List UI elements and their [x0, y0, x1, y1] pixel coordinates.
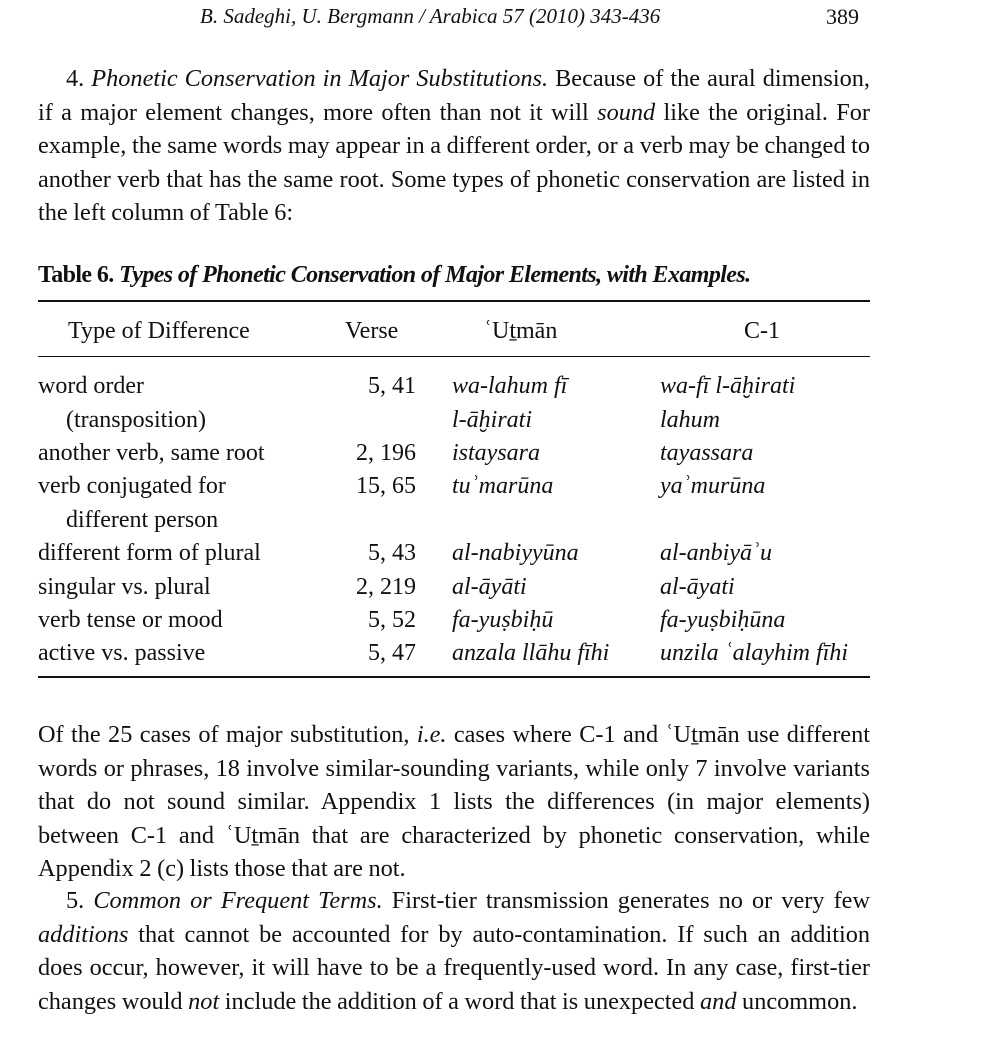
table-cell-type: verb conjugated for different person [38, 473, 226, 533]
table-cell-verse: 5, 43 [368, 540, 416, 566]
table-cell-uthman: istaysara [452, 440, 541, 466]
table-cell-uthman: wa-lahum fī l-āḫirati [452, 373, 568, 433]
table-cell-type: different form of plural [38, 540, 261, 566]
table-cell-c1: al-āyati [660, 574, 735, 600]
emphasis-text: sound [597, 98, 656, 126]
table-cell-type: active vs. passive [38, 640, 206, 666]
table-cell-verse: 5, 47 [368, 640, 416, 666]
table-cell-uthman: tuʾmarūna [452, 473, 554, 499]
table-cell-verse: 15, 65 [356, 473, 416, 499]
table-cell-verse: 5, 41 [368, 373, 416, 399]
table-cell-type: verb tense or mood [38, 607, 223, 633]
column-header-uthman: ʿUṯmān [484, 318, 558, 344]
table-cell-verse: 2, 196 [356, 440, 416, 466]
table-cell-type: another verb, same root [38, 440, 265, 466]
paragraph-heading: Common or Frequent Terms. [93, 887, 383, 914]
table-caption [38, 262, 878, 289]
table-cell-type: word order (transposition) [38, 373, 206, 433]
paragraph-text: uncommon. [736, 987, 858, 1015]
emphasis-text: not [188, 987, 220, 1015]
table-cell-verse: 2, 219 [356, 574, 416, 600]
table-label: Table 6. [38, 262, 114, 288]
table-cell-c1: yaʾmurūna [660, 473, 766, 499]
paragraph-text: cases where C-1 and ʿUṯmān use different words or phrases, 18 involve similar-sounding variants, while only 7 involve variants that do not sound similar. Appendix 1 lists the differences (in major elements) between C-1 and ʿUṯmān that are characterized by phonetic conservation, while Appendix 2 (c) lists those that are not. [38, 721, 870, 883]
paragraph-text: include the addition of a word that is unexpected [219, 987, 701, 1015]
page-number: 389 [826, 4, 859, 29]
table-cell-uthman: al-nabiyyūna [452, 540, 579, 566]
paragraph-heading: Phonetic Conservation in Major Substitutions. [91, 65, 549, 92]
table-cell-c1: wa-fī l-āḫirati lahum [660, 373, 796, 433]
paragraph-number: 5. [66, 887, 85, 914]
table-cell-c1: unzila ʿalayhim fīhi [660, 640, 848, 666]
paragraph-major-substitution [38, 718, 870, 886]
paragraph-4-phonetic-conservation [38, 62, 870, 230]
table-cell-uthman: al-āyāti [452, 574, 527, 600]
table-title: Types of Phonetic Conservation of Major Elements, with Examples. [119, 262, 751, 288]
table-bottom-rule [38, 676, 870, 678]
paragraph-text: First-tier transmission generates no or very few [382, 887, 871, 914]
paragraph-number: 4. [66, 65, 85, 92]
table-cell-c1: fa-yuṣbiḥūna [660, 607, 786, 633]
table-cell-uthman: anzala llāhu fīhi [452, 640, 610, 666]
column-header-verse: Verse [345, 318, 399, 344]
paragraph-text: that cannot be accounted for by auto-contamination. If such an addition does occur, however, it will have to be a frequently-used word. In any case, first-tier changes would [38, 920, 870, 1015]
table-header-rule [38, 356, 870, 357]
paragraph-text: Of the 25 cases of major substitution, [38, 721, 417, 748]
table-cell-c1: tayassara [660, 440, 754, 466]
emphasis-text: additions [38, 920, 129, 948]
column-header-c1: C-1 [744, 318, 780, 344]
table-cell-c1: al-anbiyāʾu [660, 540, 772, 566]
table-top-rule [38, 300, 870, 302]
page-header [0, 4, 994, 34]
emphasis-text: i.e. [416, 721, 447, 748]
paragraph-text: like the original. For example, the same words may appear in a different order, or a verb may be changed to another verb that has the same root. Some types of phonetic conservation are listed in the left column of Table 6: [38, 98, 870, 227]
paragraph-5-common-terms [38, 884, 870, 1018]
column-header-type: Type of Difference [68, 318, 250, 344]
emphasis-text: and [700, 987, 737, 1015]
running-head: B. Sadeghi, U. Bergmann / Arabica 57 (2010) 343-436 [200, 4, 661, 28]
paragraph-text: Because of the aural dimension, if a major element changes, more often than not it will [38, 65, 870, 126]
table-cell-verse: 5, 52 [368, 607, 416, 633]
table-cell-type: singular vs. plural [38, 574, 211, 600]
table-cell-uthman: fa-yuṣbiḥū [452, 607, 554, 633]
